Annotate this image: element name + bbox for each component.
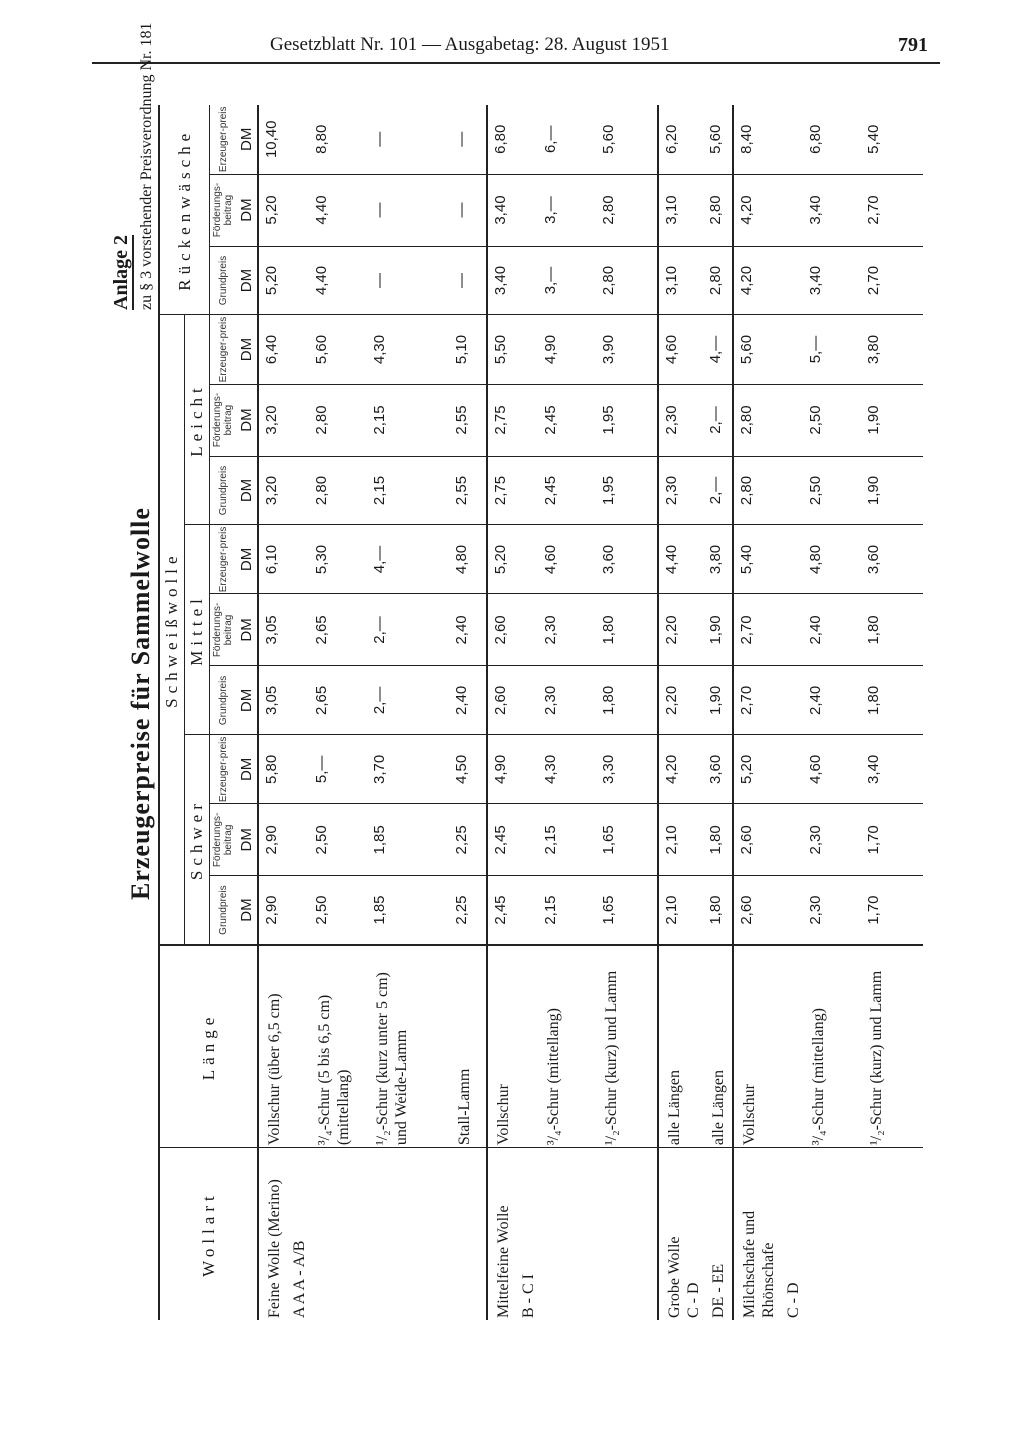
col-leicht: Leicht bbox=[185, 315, 210, 525]
price-cell: 4,60 bbox=[803, 735, 861, 804]
sub-erzeuger: Erzeuger-preis bbox=[210, 315, 237, 384]
wollart-code: B - C I bbox=[520, 1274, 537, 1318]
price-cell: 3,80 bbox=[861, 315, 923, 384]
price-cell: 4,80 bbox=[449, 525, 487, 594]
price-cell: 2,30 bbox=[538, 594, 596, 666]
price-cell: 1,65 bbox=[596, 804, 658, 876]
price-cell: 1,65 bbox=[596, 876, 658, 945]
price-cell: 5,40 bbox=[865, 124, 882, 154]
price-cell: 2,80 bbox=[596, 246, 658, 315]
price-cell: 2,50 bbox=[803, 456, 861, 525]
price-cell: 2,30 bbox=[803, 804, 861, 876]
price-cell: 5,20 bbox=[733, 735, 803, 804]
price-cell: 2,60 bbox=[487, 666, 538, 735]
price-cell: 2,40 bbox=[803, 666, 861, 735]
length-cell: ¹/₂-Schur (kurz) und Lamm bbox=[596, 945, 658, 1148]
wollart-cell bbox=[703, 1148, 733, 1320]
price-cell: 1,70 bbox=[861, 804, 923, 876]
price-cell: 6,10 bbox=[258, 525, 309, 594]
wollart-name: Grobe Wolle bbox=[666, 1236, 683, 1318]
price-cell: 3,05 bbox=[258, 666, 309, 735]
price-cell: 5,40 bbox=[733, 525, 803, 594]
price-cell: 2,50 bbox=[309, 804, 367, 876]
price-cell: 2,20 bbox=[658, 666, 703, 735]
length-cell: alle Längen bbox=[658, 945, 703, 1148]
length-cell: ¹/₂-Schur (kurz unter 5 cm) und Weide-Lamm bbox=[367, 945, 449, 1148]
unit-dm: DM bbox=[236, 315, 258, 384]
price-cell: 2,40 bbox=[449, 666, 487, 735]
price-cell: 5,60 bbox=[707, 124, 724, 154]
price-cell: — bbox=[449, 246, 487, 315]
price-cell: 1,70 bbox=[861, 876, 923, 945]
price-cell: 4,— bbox=[367, 525, 449, 594]
price-cell: 2,— bbox=[703, 456, 733, 525]
table-row bbox=[703, 105, 733, 1320]
price-cell: 8,40 bbox=[733, 105, 803, 174]
price-cell: 1,90 bbox=[861, 384, 923, 456]
price-cell: 1,80 bbox=[861, 666, 923, 735]
price-cell: 6,40 bbox=[258, 315, 309, 384]
price-cell: 3,40 bbox=[803, 246, 861, 315]
table-body bbox=[258, 105, 923, 1320]
price-cell: 3,10 bbox=[658, 174, 703, 246]
wollart-cell bbox=[449, 1148, 487, 1320]
unit-dm: DM bbox=[236, 246, 258, 315]
price-cell: 1,85 bbox=[367, 804, 449, 876]
price-cell: 1,90 bbox=[703, 594, 733, 666]
price-cell: 6,20 bbox=[658, 105, 703, 174]
price-cell: 3,60 bbox=[861, 525, 923, 594]
price-cell: 2,— bbox=[367, 594, 449, 666]
unit-dm: DM bbox=[236, 456, 258, 525]
price-cell: — bbox=[449, 174, 487, 246]
price-cell: — bbox=[367, 246, 449, 315]
price-cell: 3,— bbox=[538, 174, 596, 246]
price-cell: 2,80 bbox=[733, 456, 803, 525]
price-cell: 1,80 bbox=[703, 876, 733, 945]
price-cell: — bbox=[371, 131, 388, 147]
wollart-code: C - D bbox=[685, 1282, 702, 1318]
document-title: Erzeugerpreise für Sammelwolle bbox=[126, 507, 155, 900]
price-cell: 2,15 bbox=[367, 456, 449, 525]
sub-foerderung: Förderungs-beitrag bbox=[210, 384, 237, 456]
price-cell: 4,20 bbox=[733, 174, 803, 246]
table-row bbox=[449, 105, 487, 1320]
price-cell: 2,45 bbox=[538, 456, 596, 525]
length-cell: ³/₄-Schur (5 bis 6,5 cm) (mittellang) bbox=[309, 945, 367, 1148]
price-cell: 4,— bbox=[703, 315, 733, 384]
price-cell: 2,30 bbox=[658, 456, 703, 525]
price-cell: 2,15 bbox=[367, 384, 449, 456]
price-cell: 1,95 bbox=[596, 384, 658, 456]
price-cell: 3,60 bbox=[703, 735, 733, 804]
price-cell: 3,80 bbox=[703, 525, 733, 594]
price-cell: 2,70 bbox=[733, 666, 803, 735]
price-cell: 2,30 bbox=[803, 876, 861, 945]
price-cell: 2,80 bbox=[309, 384, 367, 456]
price-cell: 2,40 bbox=[803, 594, 861, 666]
unit-dm: DM bbox=[236, 174, 258, 246]
wollart-cell bbox=[538, 1148, 596, 1320]
price-cell: 6,80 bbox=[487, 105, 538, 174]
price-cell: 4,40 bbox=[309, 174, 367, 246]
price-cell: 4,30 bbox=[538, 735, 596, 804]
price-cell: 3,40 bbox=[487, 246, 538, 315]
header-rule bbox=[92, 62, 940, 64]
price-cell: 5,60 bbox=[733, 315, 803, 384]
wollart-code: C - D bbox=[785, 1282, 802, 1318]
table-row bbox=[538, 105, 596, 1320]
unit-dm: DM bbox=[238, 127, 255, 151]
unit-dm: DM bbox=[236, 876, 258, 945]
annex-title: Anlage 2 bbox=[110, 235, 132, 310]
price-cell: 2,75 bbox=[487, 384, 538, 456]
wollart-cell bbox=[733, 1148, 803, 1320]
price-cell: 3,40 bbox=[487, 174, 538, 246]
wollart-name: Milchschafe und Rhönschafe bbox=[741, 1210, 777, 1318]
price-cell: 3,10 bbox=[658, 246, 703, 315]
sub-grundpreis: Grundpreis bbox=[210, 666, 237, 735]
price-cell: 2,20 bbox=[658, 594, 703, 666]
price-cell: 4,60 bbox=[538, 525, 596, 594]
price-cell: 2,90 bbox=[258, 876, 309, 945]
price-cell: 6,— bbox=[542, 125, 559, 154]
length-cell: ¹/₂-Schur (kurz) und Lamm bbox=[861, 945, 923, 1148]
sub-erzeuger: Erzeuger-preis bbox=[217, 106, 229, 173]
table-row bbox=[309, 105, 367, 1320]
price-cell: 1,80 bbox=[596, 666, 658, 735]
price-cell: 1,85 bbox=[367, 876, 449, 945]
price-cell: 2,10 bbox=[658, 876, 703, 945]
price-cell: 2,50 bbox=[803, 384, 861, 456]
price-cell: 2,45 bbox=[487, 804, 538, 876]
price-cell: 4,90 bbox=[538, 315, 596, 384]
wollart-code: DE - EE bbox=[710, 1263, 727, 1318]
price-cell: 2,55 bbox=[449, 384, 487, 456]
price-cell: 4,50 bbox=[449, 735, 487, 804]
price-cell: 4,20 bbox=[733, 246, 803, 315]
price-table bbox=[158, 105, 923, 1320]
price-cell: 2,80 bbox=[703, 246, 733, 315]
price-cell: 4,30 bbox=[367, 315, 449, 384]
price-cell: 2,30 bbox=[658, 384, 703, 456]
price-cell: 4,80 bbox=[803, 525, 861, 594]
length-cell: alle Längen bbox=[703, 945, 733, 1148]
price-cell: 5,20 bbox=[258, 174, 309, 246]
table-row bbox=[733, 105, 803, 1320]
price-cell: 2,70 bbox=[733, 594, 803, 666]
wollart-cell bbox=[367, 1148, 449, 1320]
price-cell: — bbox=[367, 174, 449, 246]
price-cell: 5,60 bbox=[309, 315, 367, 384]
wollart-cell bbox=[487, 1148, 538, 1320]
price-cell: 8,80 bbox=[313, 124, 330, 154]
col-schwer: Schwer bbox=[185, 735, 210, 945]
length-cell: ³/₄-Schur (mittellang) bbox=[538, 945, 596, 1148]
price-cell: 1,80 bbox=[703, 804, 733, 876]
col-laenge: Länge bbox=[159, 945, 258, 1148]
price-cell: 5,30 bbox=[309, 525, 367, 594]
sub-foerderung: Förderungs-beitrag bbox=[210, 174, 237, 246]
price-cell: 1,80 bbox=[861, 594, 923, 666]
price-cell: 4,60 bbox=[658, 315, 703, 384]
price-cell: 3,05 bbox=[258, 594, 309, 666]
price-cell: 3,20 bbox=[258, 456, 309, 525]
price-cell: 3,90 bbox=[596, 315, 658, 384]
price-cell: 10,40 bbox=[263, 120, 280, 159]
page-number: 791 bbox=[898, 34, 928, 56]
wollart-cell bbox=[258, 1148, 309, 1320]
price-cell: 2,60 bbox=[733, 804, 803, 876]
sub-grundpreis: Grundpreis bbox=[210, 456, 237, 525]
col-schweisswolle: Schweißwolle bbox=[159, 315, 185, 945]
price-cell: 2,25 bbox=[449, 876, 487, 945]
price-cell: 2,60 bbox=[487, 594, 538, 666]
price-cell: 3,40 bbox=[861, 735, 923, 804]
table-row bbox=[487, 105, 538, 1320]
unit-dm: DM bbox=[236, 735, 258, 804]
price-cell: 2,60 bbox=[733, 876, 803, 945]
sub-erzeuger: Erzeuger-preis bbox=[210, 735, 237, 804]
wollart-code: A A A - A/B bbox=[291, 1240, 308, 1318]
price-cell: 2,80 bbox=[309, 456, 367, 525]
price-cell: 2,80 bbox=[596, 174, 658, 246]
price-cell: 1,90 bbox=[703, 666, 733, 735]
price-cell: 5,50 bbox=[487, 315, 538, 384]
page-header: Gesetzblatt Nr. 101 — Ausgabetag: 28. August 1951 bbox=[270, 34, 670, 55]
price-cell: 5,— bbox=[309, 735, 367, 804]
price-cell: 2,80 bbox=[733, 384, 803, 456]
col-mittel: Mittel bbox=[185, 525, 210, 735]
sub-erzeuger: Erzeuger-preis bbox=[210, 525, 237, 594]
wollart-cell bbox=[658, 1148, 703, 1320]
price-cell: 2,50 bbox=[309, 876, 367, 945]
table-row bbox=[861, 105, 923, 1320]
price-cell: 4,40 bbox=[309, 246, 367, 315]
price-cell: 2,45 bbox=[487, 876, 538, 945]
price-cell: 4,20 bbox=[658, 735, 703, 804]
price-cell: 2,75 bbox=[487, 456, 538, 525]
price-cell: — bbox=[453, 131, 470, 147]
price-cell: 4,40 bbox=[658, 525, 703, 594]
unit-dm: DM bbox=[236, 666, 258, 735]
price-cell: 1,95 bbox=[596, 456, 658, 525]
price-cell: 2,65 bbox=[309, 666, 367, 735]
table-row bbox=[658, 105, 703, 1320]
price-cell: 2,40 bbox=[449, 594, 487, 666]
unit-dm: DM bbox=[236, 525, 258, 594]
sub-foerderung: Förderungs-beitrag bbox=[210, 594, 237, 666]
price-cell: 5,60 bbox=[600, 124, 617, 154]
price-cell: 2,10 bbox=[658, 804, 703, 876]
length-cell: Vollschur (über 6,5 cm) bbox=[258, 945, 309, 1148]
price-cell: 5,— bbox=[803, 315, 861, 384]
price-cell: 1,90 bbox=[861, 456, 923, 525]
price-cell: 2,— bbox=[367, 666, 449, 735]
wollart-cell bbox=[803, 1148, 861, 1320]
price-cell: 5,20 bbox=[258, 246, 309, 315]
unit-dm: DM bbox=[236, 804, 258, 876]
unit-dm: DM bbox=[236, 384, 258, 456]
length-cell: Vollschur bbox=[733, 945, 803, 1148]
unit-dm: DM bbox=[236, 594, 258, 666]
price-cell: 2,70 bbox=[861, 246, 923, 315]
price-cell: 3,20 bbox=[258, 384, 309, 456]
wollart-name: Mittelfeine Wolle bbox=[495, 1205, 512, 1318]
price-cell: 2,80 bbox=[703, 174, 733, 246]
price-cell: 2,30 bbox=[538, 666, 596, 735]
sub-foerderung: Förderungs-beitrag bbox=[210, 804, 237, 876]
price-cell: 2,25 bbox=[449, 804, 487, 876]
wollart-cell bbox=[861, 1148, 923, 1320]
price-cell: 3,30 bbox=[596, 735, 658, 804]
price-cell: 2,55 bbox=[449, 456, 487, 525]
annex-subtitle: zu § 3 vorstehender Preisverordnung Nr. 181 bbox=[138, 22, 155, 310]
length-cell: ³/₄-Schur (mittellang) bbox=[803, 945, 861, 1148]
col-wollart: Wollart bbox=[159, 1148, 258, 1320]
table-row bbox=[367, 105, 449, 1320]
price-cell: 5,80 bbox=[258, 735, 309, 804]
price-cell: 1,80 bbox=[596, 594, 658, 666]
price-cell: 3,70 bbox=[367, 735, 449, 804]
price-cell: 4,90 bbox=[487, 735, 538, 804]
wollart-cell bbox=[596, 1148, 658, 1320]
wollart-name: Feine Wolle (Merino) bbox=[266, 1179, 283, 1318]
length-cell: Vollschur bbox=[487, 945, 538, 1148]
price-cell: 6,80 bbox=[807, 124, 824, 154]
price-cell: 3,60 bbox=[596, 525, 658, 594]
length-cell: Stall-Lamm bbox=[449, 945, 487, 1148]
table-row bbox=[596, 105, 658, 1320]
price-cell: 3,40 bbox=[803, 174, 861, 246]
price-cell: 2,45 bbox=[538, 384, 596, 456]
col-rueckenwaesche: Rückenwäsche bbox=[159, 105, 210, 315]
table-row bbox=[803, 105, 861, 1320]
price-cell: 2,15 bbox=[538, 876, 596, 945]
sub-grundpreis: Grundpreis bbox=[210, 876, 237, 945]
table-row bbox=[258, 105, 309, 1320]
price-cell: 3,— bbox=[538, 246, 596, 315]
wollart-cell bbox=[309, 1148, 367, 1320]
price-cell: 2,15 bbox=[538, 804, 596, 876]
price-cell: 5,10 bbox=[449, 315, 487, 384]
sub-grundpreis: Grundpreis bbox=[210, 246, 237, 315]
price-cell: 2,70 bbox=[861, 174, 923, 246]
price-cell: 5,20 bbox=[487, 525, 538, 594]
price-cell: 2,90 bbox=[258, 804, 309, 876]
price-cell: 2,— bbox=[703, 384, 733, 456]
price-cell: 2,65 bbox=[309, 594, 367, 666]
